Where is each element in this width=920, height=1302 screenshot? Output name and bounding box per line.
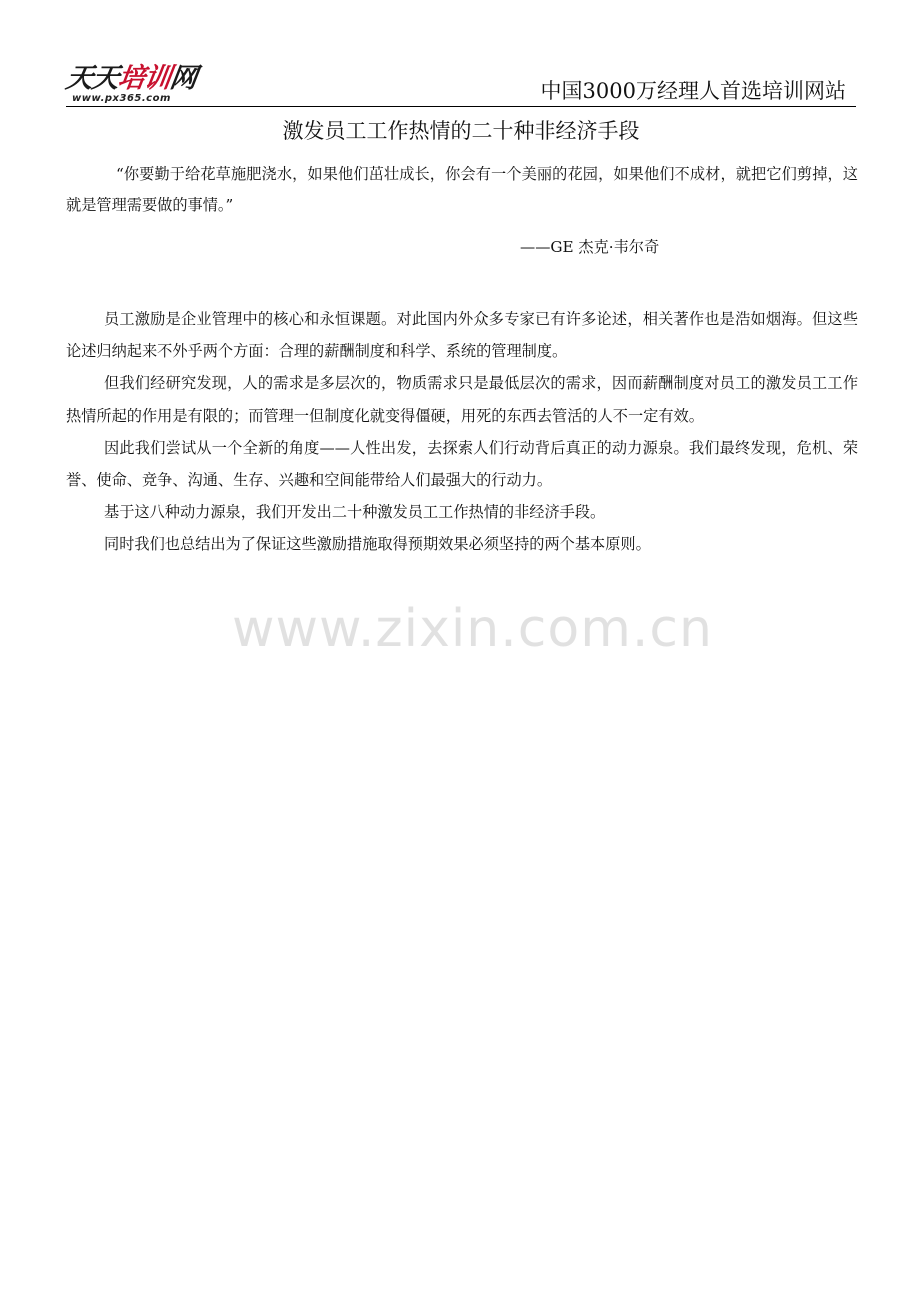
paragraph: 因此我们尝试从一个全新的角度——人性出发，去探索人们行动背后真正的动力源泉。我们最终发现，危机、荣誉、使命、竞争、沟通、生存、兴趣和空间能带给人们最强大的行动力。 <box>66 438 858 490</box>
body-text <box>66 303 858 561</box>
logo-wordmark <box>64 64 198 94</box>
paragraph: 但我们经研究发现，人的需求是多层次的，物质需求只是最低层次的需求，因而薪酬制度对员工的激发员工工作热情所起的作用是有限的；而管理一但制度化就变得僵硬，用死的东西去管活的人不一定有效。 <box>66 374 858 425</box>
paragraph: 员工激励是企业管理中的核心和永恒课题。对此国内外众多专家已有许多论述，相关著作也是浩如烟海。但这些论述归纳起来不外乎两个方面：合理的薪酬制度和科学、系统的管理制度。 <box>66 310 858 361</box>
document-title: 激发员工工作热情的二十种非经济手段 <box>282 119 640 143</box>
site-tagline: 中国3000万经理人首选培训网站 <box>540 79 846 103</box>
quote-attribution: ——GE 杰克·韦尔奇 <box>520 238 660 256</box>
header-divider <box>66 106 856 107</box>
logo-url: www.px365.com <box>72 93 171 104</box>
paragraph: 基于这八种动力源泉，我们开发出二十种激发员工工作热情的非经济手段。 <box>104 503 606 522</box>
paragraph: 同时我们也总结出为了保证这些激励措施取得预期效果必须坚持的两个基本原则。 <box>104 535 651 554</box>
watermark: www.zixin.com.cn <box>232 599 713 659</box>
opening-quote: “你要勤于给花草施肥浇水，如果他们茁壮成长，你会有一个美丽的花园，如果他们不成材，就把它们剪掉，这就是管理需要做的事情。” <box>66 165 858 214</box>
logo-wordmark-text: 天天培训网 <box>63 63 199 94</box>
site-logo[interactable] <box>63 63 236 104</box>
page-header <box>63 58 856 108</box>
